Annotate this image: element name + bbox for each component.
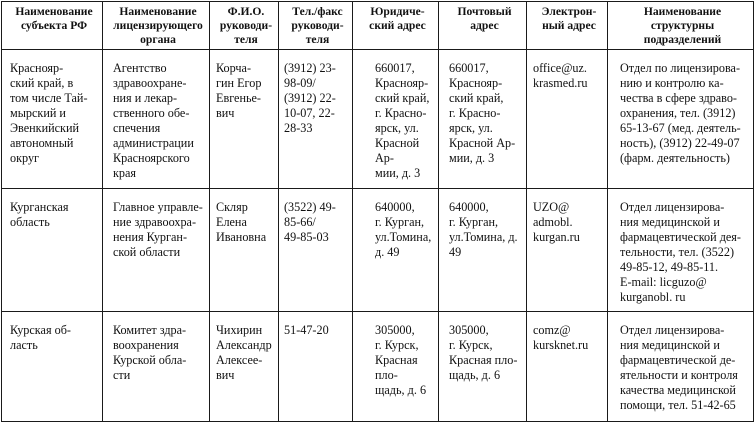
cell-unit [608,189,754,312]
header-phone-label: Тел./факс руководи- теля [291,5,344,46]
header-row [2,2,754,50]
subject-text: Курская об- ласть [10,323,71,352]
cell-email [527,50,608,189]
legal-address-text: 640000, г. Курган, ул.Томина, д. 49 [375,200,432,259]
legal-address-text: 660017, Краснояр- ский край, г. Красно- ярск, ул. Красной Ар- мии, д. 3 [375,61,430,180]
unit-text: Отдел лицензирова- ния медицинской и фармацевтической дея- тельности, тел. (3522) 49-85-12, 49-85-11. E-mail: licguzo@ kurganobl. ru [620,200,741,304]
cell-head-name [210,189,279,312]
cell-email [527,312,608,422]
cell-phone [279,50,353,189]
header-subject-label: Наименование субъекта РФ [15,5,93,32]
email-text: UZO@ admobl. kurgan.ru [533,200,580,244]
subject-text: Курганская область [10,200,69,229]
head-name-text: Чихирин Александр Алексее- вич [216,323,272,382]
header-legal-address-label: Юридиче- ский адрес [369,5,426,32]
cell-subject [2,312,103,422]
cell-subject [2,50,103,189]
cell-subject [2,189,103,312]
phone-text: (3522) 49- 85-66/ 49-85-03 [284,200,336,244]
organ-text: Агентство здравоохране- ния и лекар- ственного обе- спечения администрации Красноярского края [113,61,194,180]
postal-address-text: 305000, г. Курск, Красная пло- щадь, д. 6 [449,323,518,382]
phone-text: 51-47-20 [284,323,329,337]
cell-postal-address [439,50,527,189]
header-organ [103,2,210,50]
postal-address-text: 660017, Краснояр- ский край, г. Красно- ярск, ул. Красной Ар- мии, д. 3 [449,61,516,165]
header-email-label: Электрон- ный адрес [541,5,597,32]
head-name-text: Скляр Елена Ивановна [216,200,267,244]
cell-postal-address [439,312,527,422]
cell-legal-address [353,189,439,312]
cell-phone [279,189,353,312]
subject-text: Краснояр- ский край, в том числе Тай- мырский и Эвенкийский автономный округ [10,61,88,165]
header-legal-address [353,2,439,50]
organ-text: Главное управле- ние здравоохра- нения Курган- ской области [113,200,203,259]
licensing-authorities-table [1,1,754,422]
phone-text: (3912) 23- 98-09/ (3912) 22- 10-07, 22- 28-33 [284,61,336,135]
email-text: comz@ kursknet.ru [533,323,589,352]
cell-unit [608,312,754,422]
postal-address-text: 640000, г. Курган, ул.Томина, д. 49 [449,200,518,259]
cell-email [527,189,608,312]
header-head-name [210,2,279,50]
head-name-text: Корча- гин Егор Евгенье- вич [216,61,262,120]
header-unit-label: Наименование структурны подразделений [643,5,722,46]
header-email [527,2,608,50]
cell-phone [279,312,353,422]
cell-organ [103,189,210,312]
cell-head-name [210,312,279,422]
legal-address-text: 305000, г. Курск, Красная пло- щадь, д. 6 [375,323,427,397]
table-row [2,312,754,422]
header-subject [2,2,103,50]
table-row [2,50,754,189]
cell-organ [103,50,210,189]
header-postal-address-label: Почтовый адрес [457,5,512,32]
table-header [2,2,754,50]
table-row [2,189,754,312]
header-organ-label: Наименование лицензирующего органа [113,5,203,46]
cell-legal-address [353,50,439,189]
unit-text: Отдел лицензирова- ния медицинской и фармацевтической де- ятельности и контроля качества медицинской помощи, тел. 51-42-65 [620,323,738,412]
header-unit [608,2,754,50]
header-postal-address [439,2,527,50]
header-head-name-label: Ф.И.О. руководи- теля [219,5,273,46]
cell-head-name [210,50,279,189]
header-phone [279,2,353,50]
cell-organ [103,312,210,422]
cell-postal-address [439,189,527,312]
email-text: office@uz. krasmed.ru [533,61,588,90]
table-body [2,50,754,422]
unit-text: Отдел по лицензирова- нию и контролю ка- чества в сфере здраво- охранения, тел. (3912) 65-13-67 (мед. деятель- ность), (3912) 22-49-07 (фарм. деятельность) [620,61,741,165]
organ-text: Комитет здра- воохранения Курской обла- сти [113,323,187,382]
cell-legal-address [353,312,439,422]
cell-unit [608,50,754,189]
